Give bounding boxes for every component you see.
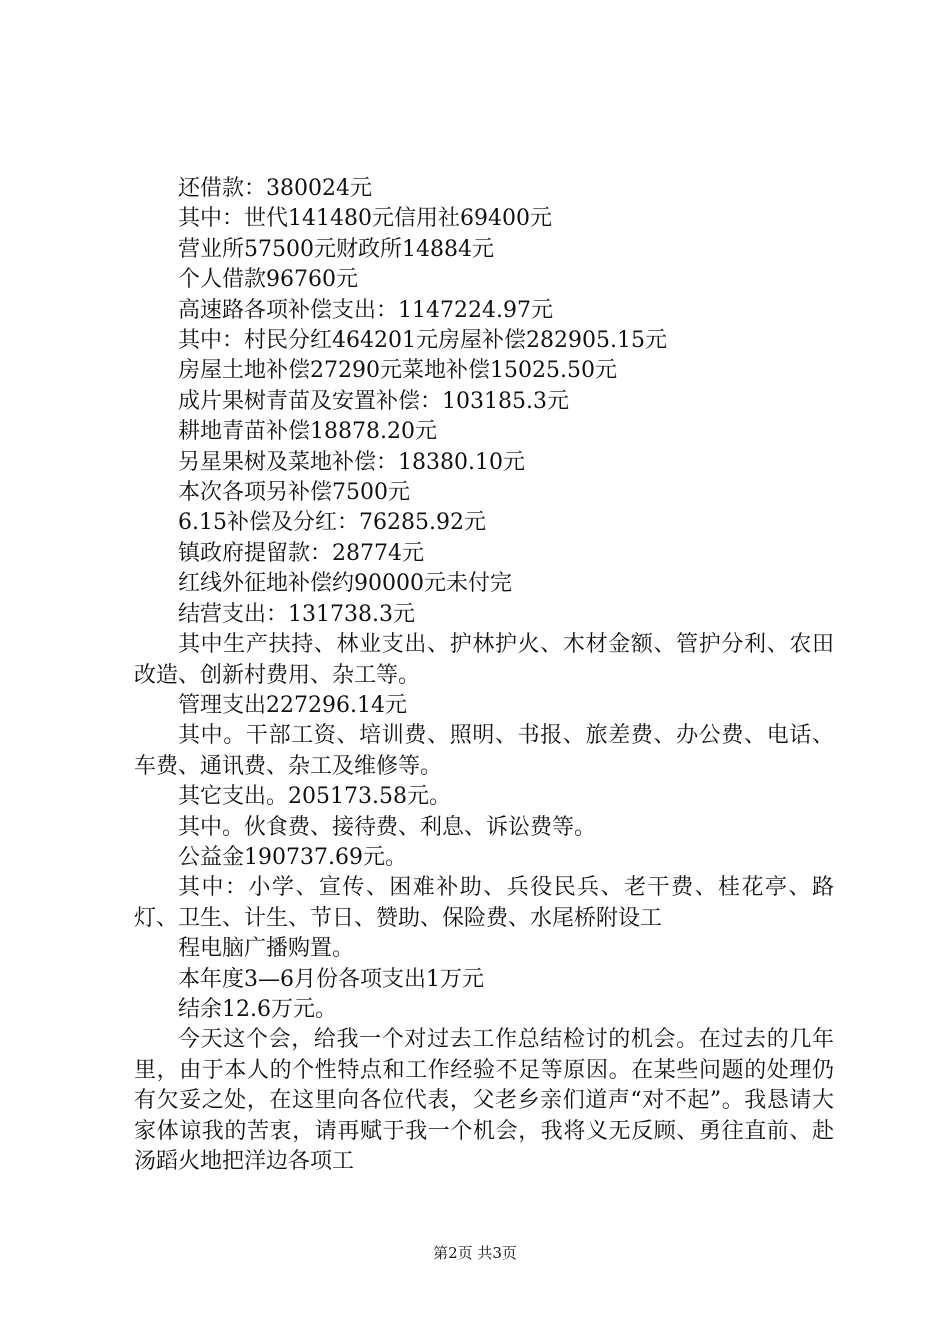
text-line-june-compensation: 6.15补偿及分红：76285.92元	[178, 510, 486, 536]
paragraph-production-detail: 其中生产扶持、林业支出、护林护火、木材金额、管护分利、农田改造、创新村费用、杂工等。	[134, 632, 834, 688]
text-line-town-retention: 镇政府提留款：28774元	[178, 540, 424, 566]
text-line-welfare-fund: 公益金190737.69元。	[178, 844, 407, 870]
text-line-extra-compensation: 本次各项另补偿7500元	[178, 480, 410, 506]
text-line-management-expense: 管理支出227296.14元	[178, 692, 407, 718]
text-line-scattered-fruit: 另星果树及菜地补偿：18380.10元	[178, 449, 525, 475]
text-line-balance: 结余12.6万元。	[178, 996, 337, 1022]
text-line-orchard-resettlement: 成片果树青苗及安置补偿：103185.3元	[178, 388, 569, 414]
page-number-label: 第2页 共3页	[433, 1244, 517, 1262]
text-line-repayment: 还借款：380024元	[178, 176, 372, 201]
text-line-operating-expense: 结营支出：131738.3元	[178, 601, 415, 627]
paragraph-management-detail: 其中。干部工资、培训费、照明、书报、旅差费、办公费、电话、车费、通讯费、杂工及维修等。	[134, 723, 834, 779]
text-line-this-year-expense: 本年度3—6月份各项支出1万元	[178, 966, 484, 992]
text-line-other-expense: 其它支出。205173.58元。	[178, 784, 451, 810]
text-line-land-vegetable: 房屋土地补偿27290元菜地补偿15025.50元	[178, 358, 617, 384]
document-body	[134, 174, 834, 1177]
paragraph-welfare-detail: 其中：小学、宣传、困难补助、兵役民兵、老干费、桂花亭、路灯、卫生、计生、节日、赞助、保险费、水尾桥附设工	[134, 875, 834, 931]
page-footer	[0, 1242, 950, 1263]
text-line-repayment-breakdown-1: 其中：世代141480元信用社69400元	[178, 206, 552, 232]
text-line-other-detail: 其中。伙食费、接待费、利息、诉讼费等。	[178, 814, 597, 840]
text-line-repayment-breakdown-2: 营业所57500元财政所14884元	[178, 236, 494, 262]
text-line-farmland-seedling: 耕地青苗补偿18878.20元	[178, 419, 437, 445]
text-line-personal-loan: 个人借款96760元	[178, 267, 358, 293]
text-line-dividend-house: 其中：村民分红464201元房屋补偿282905.15元	[178, 328, 667, 354]
text-line-redline-land: 红线外征地补偿约90000元未付完	[178, 571, 512, 597]
text-line-highway-compensation: 高速路各项补偿支出：1147224.97元	[178, 297, 553, 323]
paragraph-closing-speech: 今天这个会，给我一个对过去工作总结检讨的机会。在过去的几年里，由于本人的个性特点和工作经验不足等原因。在某些问题的处理仍有欠妥之处，在这里向各位代表，父老乡亲们道声“对不起”。我恳请大家体谅我的苦衷，请再赋于我一个机会，我将义无反顾、勇往直前、赴汤蹈火地把洋边各项工	[134, 1027, 834, 1174]
text-line-welfare-continued: 程电脑广播购置。	[178, 936, 355, 962]
